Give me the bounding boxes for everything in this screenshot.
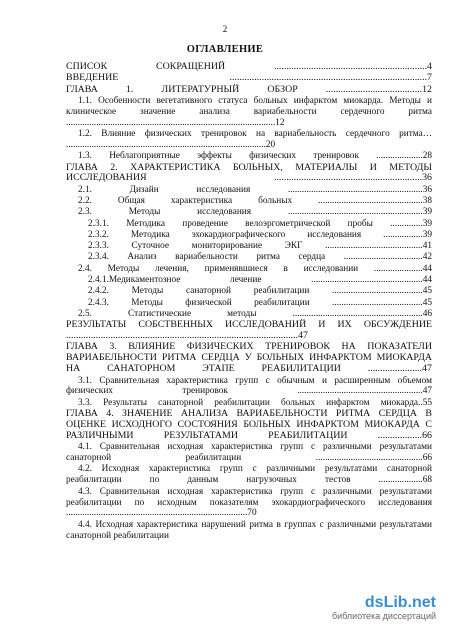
toc-entry: 2.3.1. Методика проведение велоэргометрической пробы ..............39 <box>88 218 432 229</box>
toc-entry: 3.3. Результаты санаторной реабилитации больных инфарктом миокарда..55 <box>78 397 432 408</box>
toc-entry: 2.4.1.Медикаментозное лечение ................................................44 <box>88 275 432 286</box>
toc-entry: 2.5. Статистические методы ........................................................46 <box>78 308 432 319</box>
toc-entry: 1.1. Особенности вегетативного статуса больных инфарктом миокарда. Методы и клиническое значение анализа вариабельности сердечного ритма ..........................................................................................12 <box>66 95 432 128</box>
toc-entry: 2.3.2. Методика эхокардиографического исследования .................39 <box>88 229 432 240</box>
toc-entry: ГЛАВА 1. ЛИТЕРАТУРНЫЙ ОБЗОР .......................................12 <box>66 83 432 95</box>
toc-entry: РЕЗУЛЬТАТЫ СОБСТВЕННЫХ ИССЛЕДОВАНИЙ И ИХ ОБСУЖДЕНИЕ ..............................................................................................47 <box>66 319 432 342</box>
toc-entry: 4.3. Сравнительная исходная характеристика групп с различными результатами реабилитации по исходным показателям эхокардиографического исследования ..............................................................................70 <box>66 486 432 519</box>
toc-entry: 3.1. Сравнительная характеристика групп с обычным и расширенным объемом физических тренировок ......................................................47 <box>66 375 432 397</box>
toc-entry: СПИСОК СОКРАЩЕНИЙ ..............................................................4 <box>66 61 432 72</box>
toc-entry: 2.4. Методы лечения, применявшиеся в исследовании .....................44 <box>78 263 432 274</box>
toc-entry: 4.4. Исходная характеристика нарушений ритма в группах с различными результатами санаторной реабилитации <box>66 519 432 541</box>
toc-entry: 2.1. Дизайн исследования ..........................................................36 <box>78 184 432 195</box>
toc-entry: 1.3. Неблагоприятные эффекты физических тренировок ....................28 <box>78 151 432 162</box>
toc-entry: 4.2. Исходная характеристика групп с различными результатами санаторной реабилитации по данным нагрузочных тестов ...................68 <box>66 464 432 486</box>
logo-site-text: dsLib.net <box>364 594 436 611</box>
toc-entry: 2.3. Методы исследования ..........................................................39 <box>78 207 432 218</box>
logo-subtitle: библиотека диссертаций <box>331 611 436 621</box>
logo-site <box>332 595 436 611</box>
dslib-logo[interactable] <box>332 595 436 621</box>
toc-entry: ВВЕДЕНИЕ ................................................................................7 <box>66 72 432 84</box>
page-title: ОГЛАВЛЕНИЕ <box>186 44 264 55</box>
toc-entry: 2.2. Общая характеристика больных .............................................38 <box>78 196 432 206</box>
table-of-contents <box>66 62 432 542</box>
page-number: 2 <box>222 24 228 34</box>
toc-entry: 2.3.3. Суточное мониторирование ЭКГ ..........................................41 <box>88 241 432 252</box>
toc-entry: ГЛАВА 3. ВЛИЯНИЕ ФИЗИЧЕСКИХ ТРЕНИРОВОК НА ПОКАЗАТЕЛИ ВАРИАБЕЛЬНОСТИ РИТМА СЕРДЦА У БОЛЬНЫХ ИНФАРКТОМ МИОКАРДА НА САНАТОРНОМ ЭТАПЕ РЕАБИЛИТАЦИИ ......................47 <box>66 341 432 375</box>
toc-entry: 2.4.3. Методы физической реабилитации .......................................45 <box>88 297 432 308</box>
toc-entry: 2.3.4. Анализ вариабельности ритма сердца ..................................42 <box>88 252 432 263</box>
toc-entry: ГЛАВА 2. ХАРАКТЕРИСТИКА БОЛЬНЫХ, МАТЕРИАЛЫ И МЕТОДЫ ИССЛЕДОВАНИЯ ............................................................36 <box>66 161 432 184</box>
toc-entry: 1.2. Влияние физических тренировок на вариабельность сердечного ритма… ......................................................................................20 <box>66 129 432 150</box>
toc-entry: ГЛАВА 4. ЗНАЧЕНИЕ АНАЛИЗА ВАРИАБЕЛЬНОСТИ РИТМА СЕРДЦА В ОЦЕНКЕ ИСХОДНОГО СОСТОЯНИЯ БОЛЬНЫХ ИНФАРКТОМ МИОКАРДА С РАЗЛИЧНЫМИ РЕЗУЛЬТАТАМИ РЕАБИЛИТАЦИИ ..................66 <box>66 408 432 441</box>
toc-entry: 2.4.2. Методы санаторной реабилитации .......................................45 <box>88 286 432 297</box>
toc-entry: 4.1. Сравнительная исходная характеристика групп с различными результатами санаторной реабилитации ..............................................66 <box>66 442 432 464</box>
